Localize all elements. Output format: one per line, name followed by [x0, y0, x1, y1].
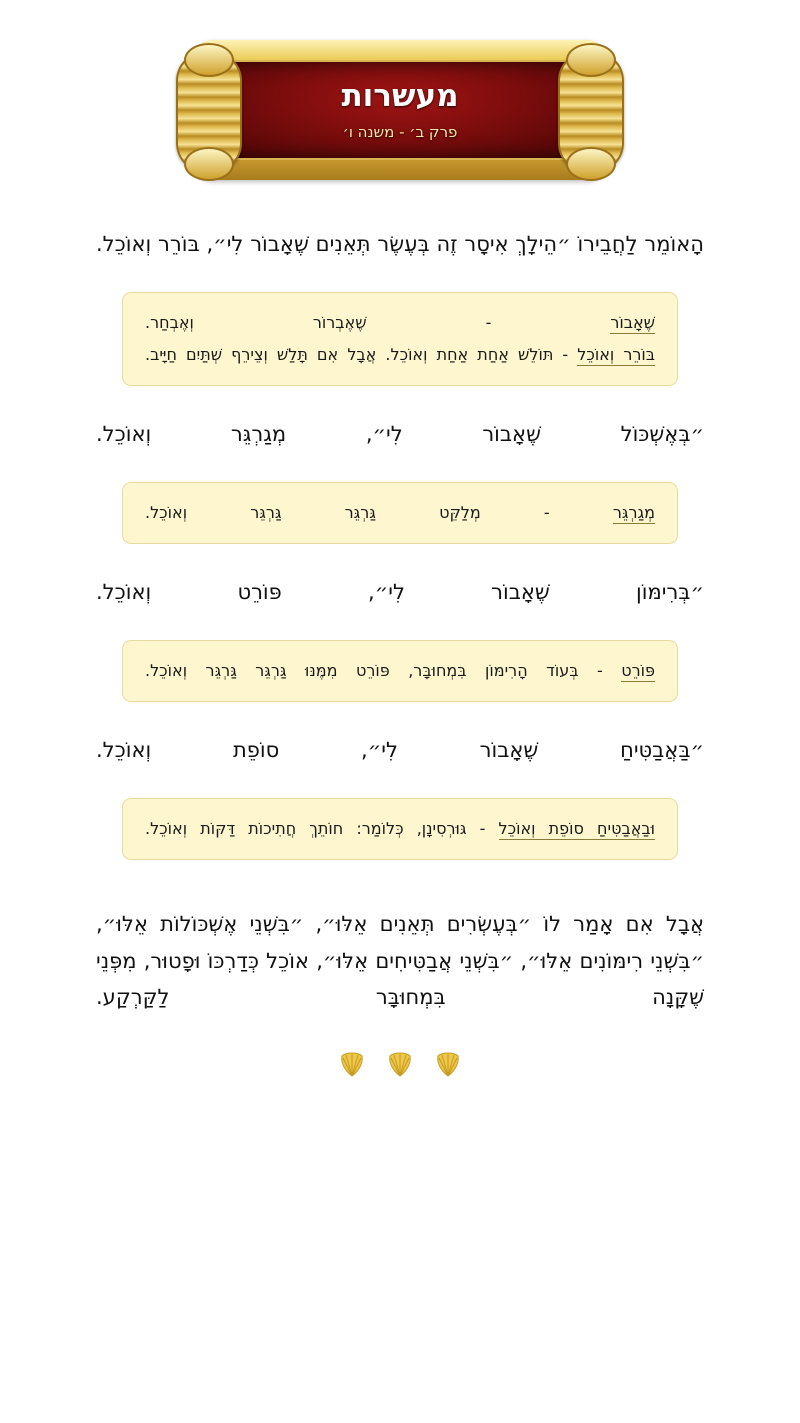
- section-spacer: [96, 890, 704, 906]
- shell-icon: [435, 1051, 461, 1077]
- mishna-paragraph-4: ״בַּאֲבַטִּיחַ שֶׁאָבוֹר לִי״, סוֹפֵת וְאוֹכֵל.: [96, 738, 704, 763]
- commentary-line: [145, 309, 655, 337]
- commentary-term: בּוֹרֵר וְאוֹכֵל: [577, 345, 655, 365]
- document-body: [0, 226, 800, 1015]
- commentary-line: [145, 815, 655, 843]
- title-banner: [0, 40, 800, 180]
- banner-scroll-curl-right-icon: [558, 51, 624, 173]
- banner-plate: [220, 60, 580, 160]
- shell-icon: [339, 1051, 365, 1077]
- commentary-term: וּבַאֲבַטִּיחַ סוֹפֵת וְאוֹכֵל: [498, 819, 655, 839]
- tractate-title: מעשרות: [341, 77, 459, 114]
- commentary-term: מְגַרְגֵּר: [612, 503, 655, 523]
- mishna-paragraph-2: ״בְּאֶשְׁכּוֹל שֶׁאָבוֹר לִי״, מְגַרְגֵּר וְאוֹכֵל.: [96, 422, 704, 447]
- banner-scroll-curl-left-icon: [176, 51, 242, 173]
- banner-graphic: [194, 40, 606, 180]
- mishna-paragraph-5: אֲבָל אִם אָמַר לוֹ ״בְּעֶשְׂרִים תְּאֵנִים אֵלּוּ״, ״בִּשְׁנֵי אֶשְׁכּוֹלוֹת אֵלּוּ״, ״בִּשְׁנֵי רִימּוֹנִים אֵלּוּ״, ״בִּשְׁנֵי אֲבַטִּיחִים אֵלּוּ״, אוֹכֵל כְּדַרְכּוֹ וּפָטוּר, מִפְּנֵי שֶׁקָּנָה בִּמְחוּבָּר לַקַּרְקַע.: [96, 912, 704, 1009]
- commentary-term: שֶׁאָבוֹר: [610, 313, 655, 333]
- commentary-text: - שֶׁאֶבְרוֹר וְאֶבְחַר.: [145, 313, 611, 333]
- commentary-box-4: [122, 798, 678, 860]
- chapter-mishna-subtitle: פרק ב׳ - משנה ו׳: [342, 123, 458, 142]
- footer-ornaments: [0, 1051, 800, 1111]
- mishna-paragraph-1: הָאוֹמֵר לַחֲבֵירוֹ ״הֵילָךְ אִיסָר זֶה בְּעֶשֶׂר תְּאֵנִים שֶׁאָבוֹר לִי״, בּוֹרֵר וְאוֹכֵל.: [96, 232, 704, 256]
- commentary-text: - בְּעוֹד הָרִימּוֹן בִּמְחוּבָּר, פּוֹרֵט מִמֶּנּוּ גַּרְגֵּר גַּרְגֵּר וְאוֹכֵל.: [145, 661, 622, 681]
- shell-icon: [387, 1051, 413, 1077]
- commentary-box-3: [122, 640, 678, 702]
- commentary-line: [145, 341, 655, 369]
- commentary-line: [145, 499, 655, 527]
- commentary-text: - גּוּרְסִינָן, כְּלוֹמַר: חוֹתֵךְ חֲתִיכוֹת דַּקּוֹת וְאוֹכֵל.: [145, 819, 499, 839]
- commentary-text: - מְלַקֵּט גַּרְגֵּר גַּרְגֵּר וְאוֹכֵל.: [145, 503, 613, 523]
- commentary-box-2: [122, 482, 678, 544]
- mishna-paragraph-3: ״בְּרִימּוֹן שֶׁאָבוֹר לִי״, פּוֹרֵט וְאוֹכֵל.: [96, 580, 704, 605]
- commentary-text: - תּוֹלֵשׁ אַחַת אַחַת וְאוֹכֵל. אֲבָל אִם תָּלַשׁ וְצֵירֵף שְׁתַּיִם חַיָּיב.: [145, 345, 578, 365]
- commentary-term: פּוֹרֵט: [621, 661, 655, 681]
- commentary-box-1: [122, 292, 678, 386]
- commentary-line: [145, 657, 655, 685]
